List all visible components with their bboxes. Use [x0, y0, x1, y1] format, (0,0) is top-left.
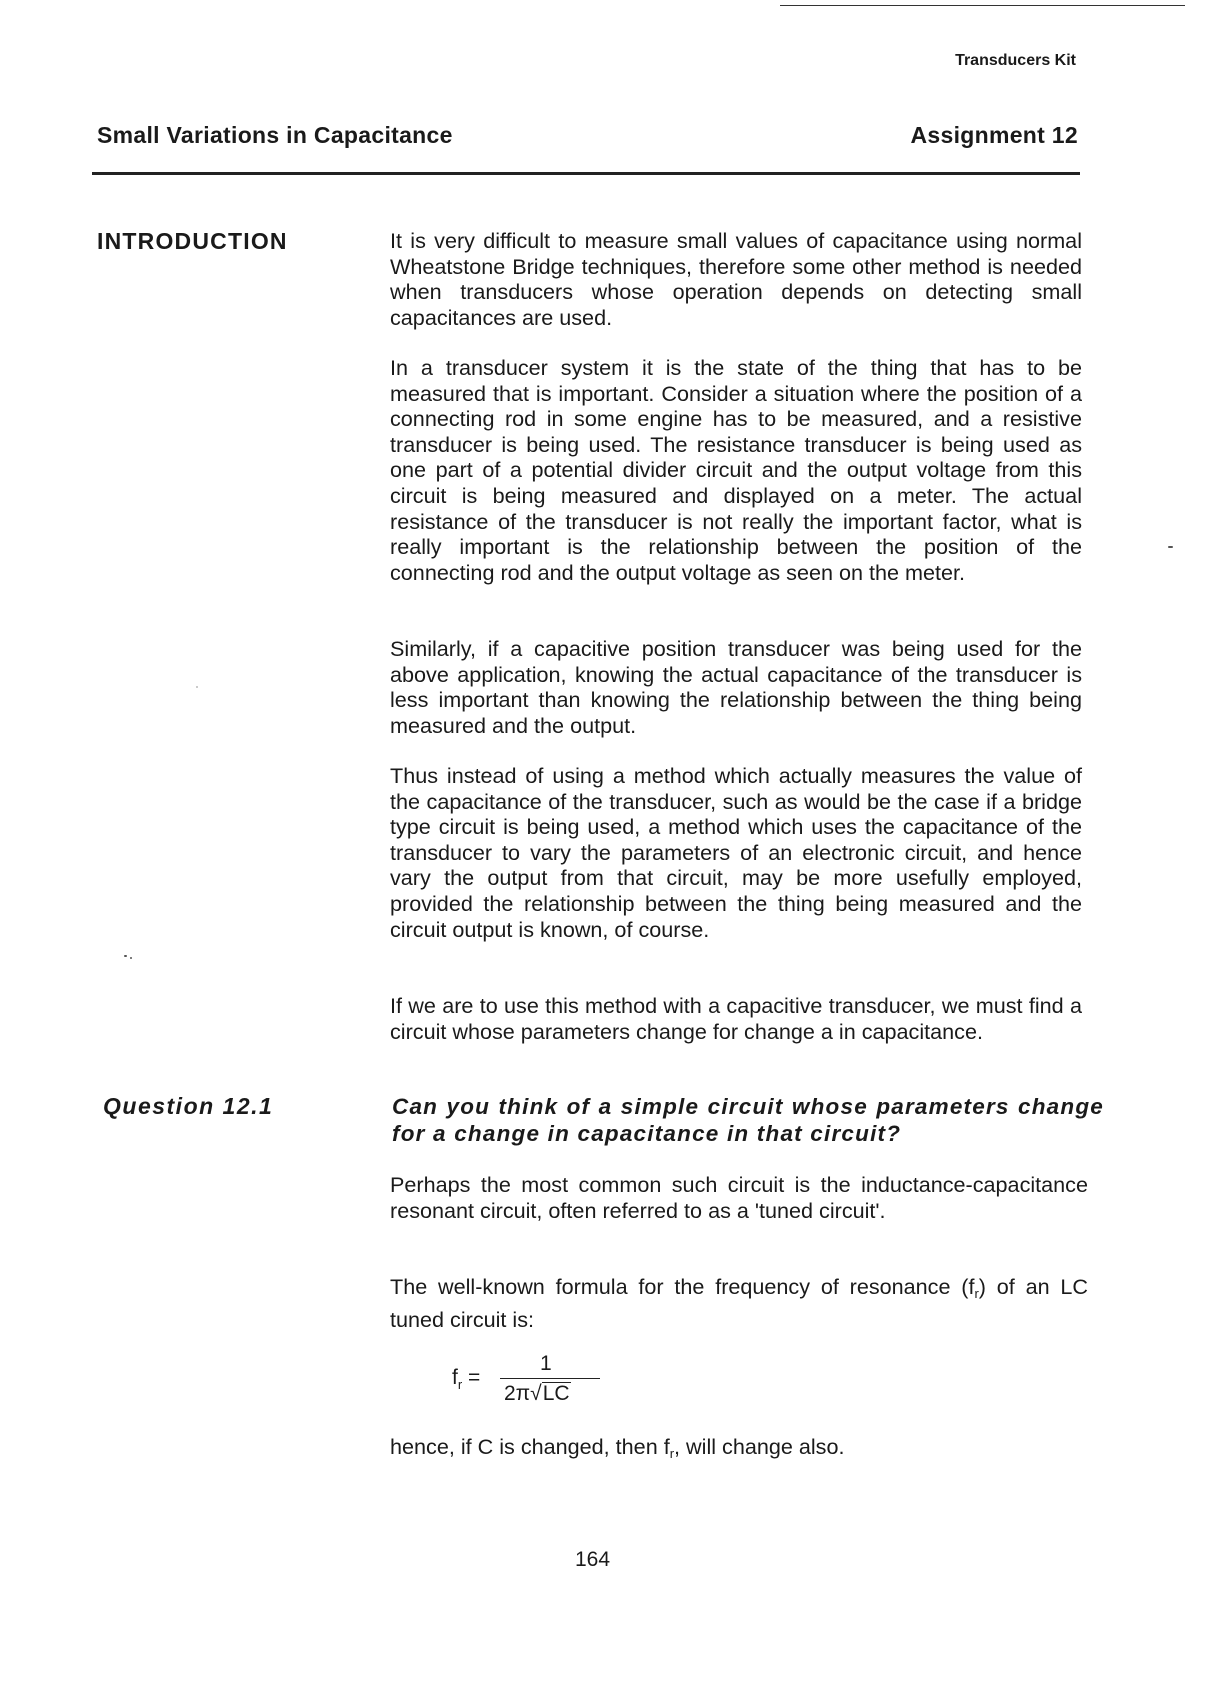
intro-paragraph-1	[390, 228, 1082, 330]
top-edge-rule	[780, 5, 1185, 6]
kit-label: Transducers Kit	[955, 52, 1076, 69]
intro-paragraph-2	[390, 355, 1082, 585]
formula-lhs	[452, 1366, 480, 1392]
closing-line-text	[390, 1434, 1088, 1467]
closing-line	[390, 1434, 1088, 1467]
scan-speck	[1168, 546, 1173, 548]
section-title: Small Variations in Capacitance	[97, 122, 453, 148]
question-text: Can you think of a simple circuit whose parameters change for a change in capacitance in that circuit?	[392, 1094, 1104, 1146]
resonance-text-end: ) of an LC tuned circuit is:	[390, 1274, 1088, 1332]
closing-text-end: , will change also.	[674, 1434, 845, 1459]
formula-root-content: LC	[542, 1382, 570, 1405]
intro-paragraph-3	[390, 636, 1082, 738]
intro-paragraph-4	[390, 763, 1082, 942]
answer-paragraph-1	[390, 1172, 1088, 1223]
scan-speck	[196, 686, 198, 688]
closing-subscript: r	[669, 1446, 675, 1461]
intro-paragraph-1-text: It is very difficult to measure small values of capacitance using normal Wheatstone Bridge techniques, therefore some other method is needed when transducers whose operation depends on detecting small capacitances are used.	[390, 228, 1082, 330]
resonance-text-start: The well-known formula for the frequency of resonance (f	[390, 1274, 975, 1299]
formula-denominator	[504, 1382, 571, 1406]
answer-paragraph-2-text	[390, 1274, 1088, 1332]
intro-paragraph-3-text: Similarly, if a capacitive position transducer was being used for the above application, knowing the actual capacitance of the transducer is less important than knowing the relationship between the thing being measured and the output.	[390, 636, 1082, 738]
scan-speck	[130, 957, 132, 959]
formula-denominator-prefix: 2π√	[504, 1382, 542, 1405]
question-label: Question 12.1	[103, 1093, 274, 1119]
introduction-label: INTRODUCTION	[97, 228, 288, 254]
page-number: 164	[575, 1548, 611, 1571]
intro-paragraph-4-text: Thus instead of using a method which actually measures the value of the capacitance of the transducer, such as would be the case if a bridge type circuit is being used, a method which uses the capacitance of the transducer to vary the parameters of an electronic circuit, and hence vary the output from that circuit, may be more usefully employed, provided the relationship between the thing being measured and the circuit output is known, of course.	[390, 763, 1082, 942]
scan-speck	[124, 955, 127, 957]
assignment-label: Assignment 12	[910, 122, 1078, 148]
closing-text-start: hence, if C is changed, then f	[390, 1434, 670, 1459]
formula-fraction-bar	[500, 1378, 600, 1379]
formula-lhs-subscript: r	[457, 1377, 463, 1393]
formula-numerator: 1	[540, 1352, 552, 1375]
answer-paragraph-1-text: Perhaps the most common such circuit is the inductance-capacitance resonant circuit, often referred to as a 'tuned circuit'.	[390, 1172, 1088, 1223]
formula-lhs-symbol: f	[452, 1366, 458, 1389]
formula-equals: =	[468, 1366, 481, 1389]
resonance-formula	[452, 1352, 612, 1412]
answer-paragraph-2	[390, 1274, 1088, 1332]
intro-paragraph-5-text: If we are to use this method with a capacitive transducer, we must find a circuit whose parameters change for change a in capacitance.	[390, 993, 1082, 1044]
header-divider	[92, 172, 1080, 175]
intro-paragraph-5	[390, 993, 1082, 1044]
resonance-subscript: r	[974, 1286, 979, 1301]
intro-paragraph-2-text: In a transducer system it is the state of the thing that has to be measured that is important. Consider a situation where the position of a connecting rod in some engine has to be measured, and a resistive transducer is being used. The resistance transducer is being used as one part of a potential divider circuit and the output voltage from this circuit is being measured and displayed on a meter. The actual resistance of the transducer is not really the important factor, what is really important is the relationship between the position of the connecting rod and the output voltage as seen on the meter.	[390, 355, 1082, 585]
